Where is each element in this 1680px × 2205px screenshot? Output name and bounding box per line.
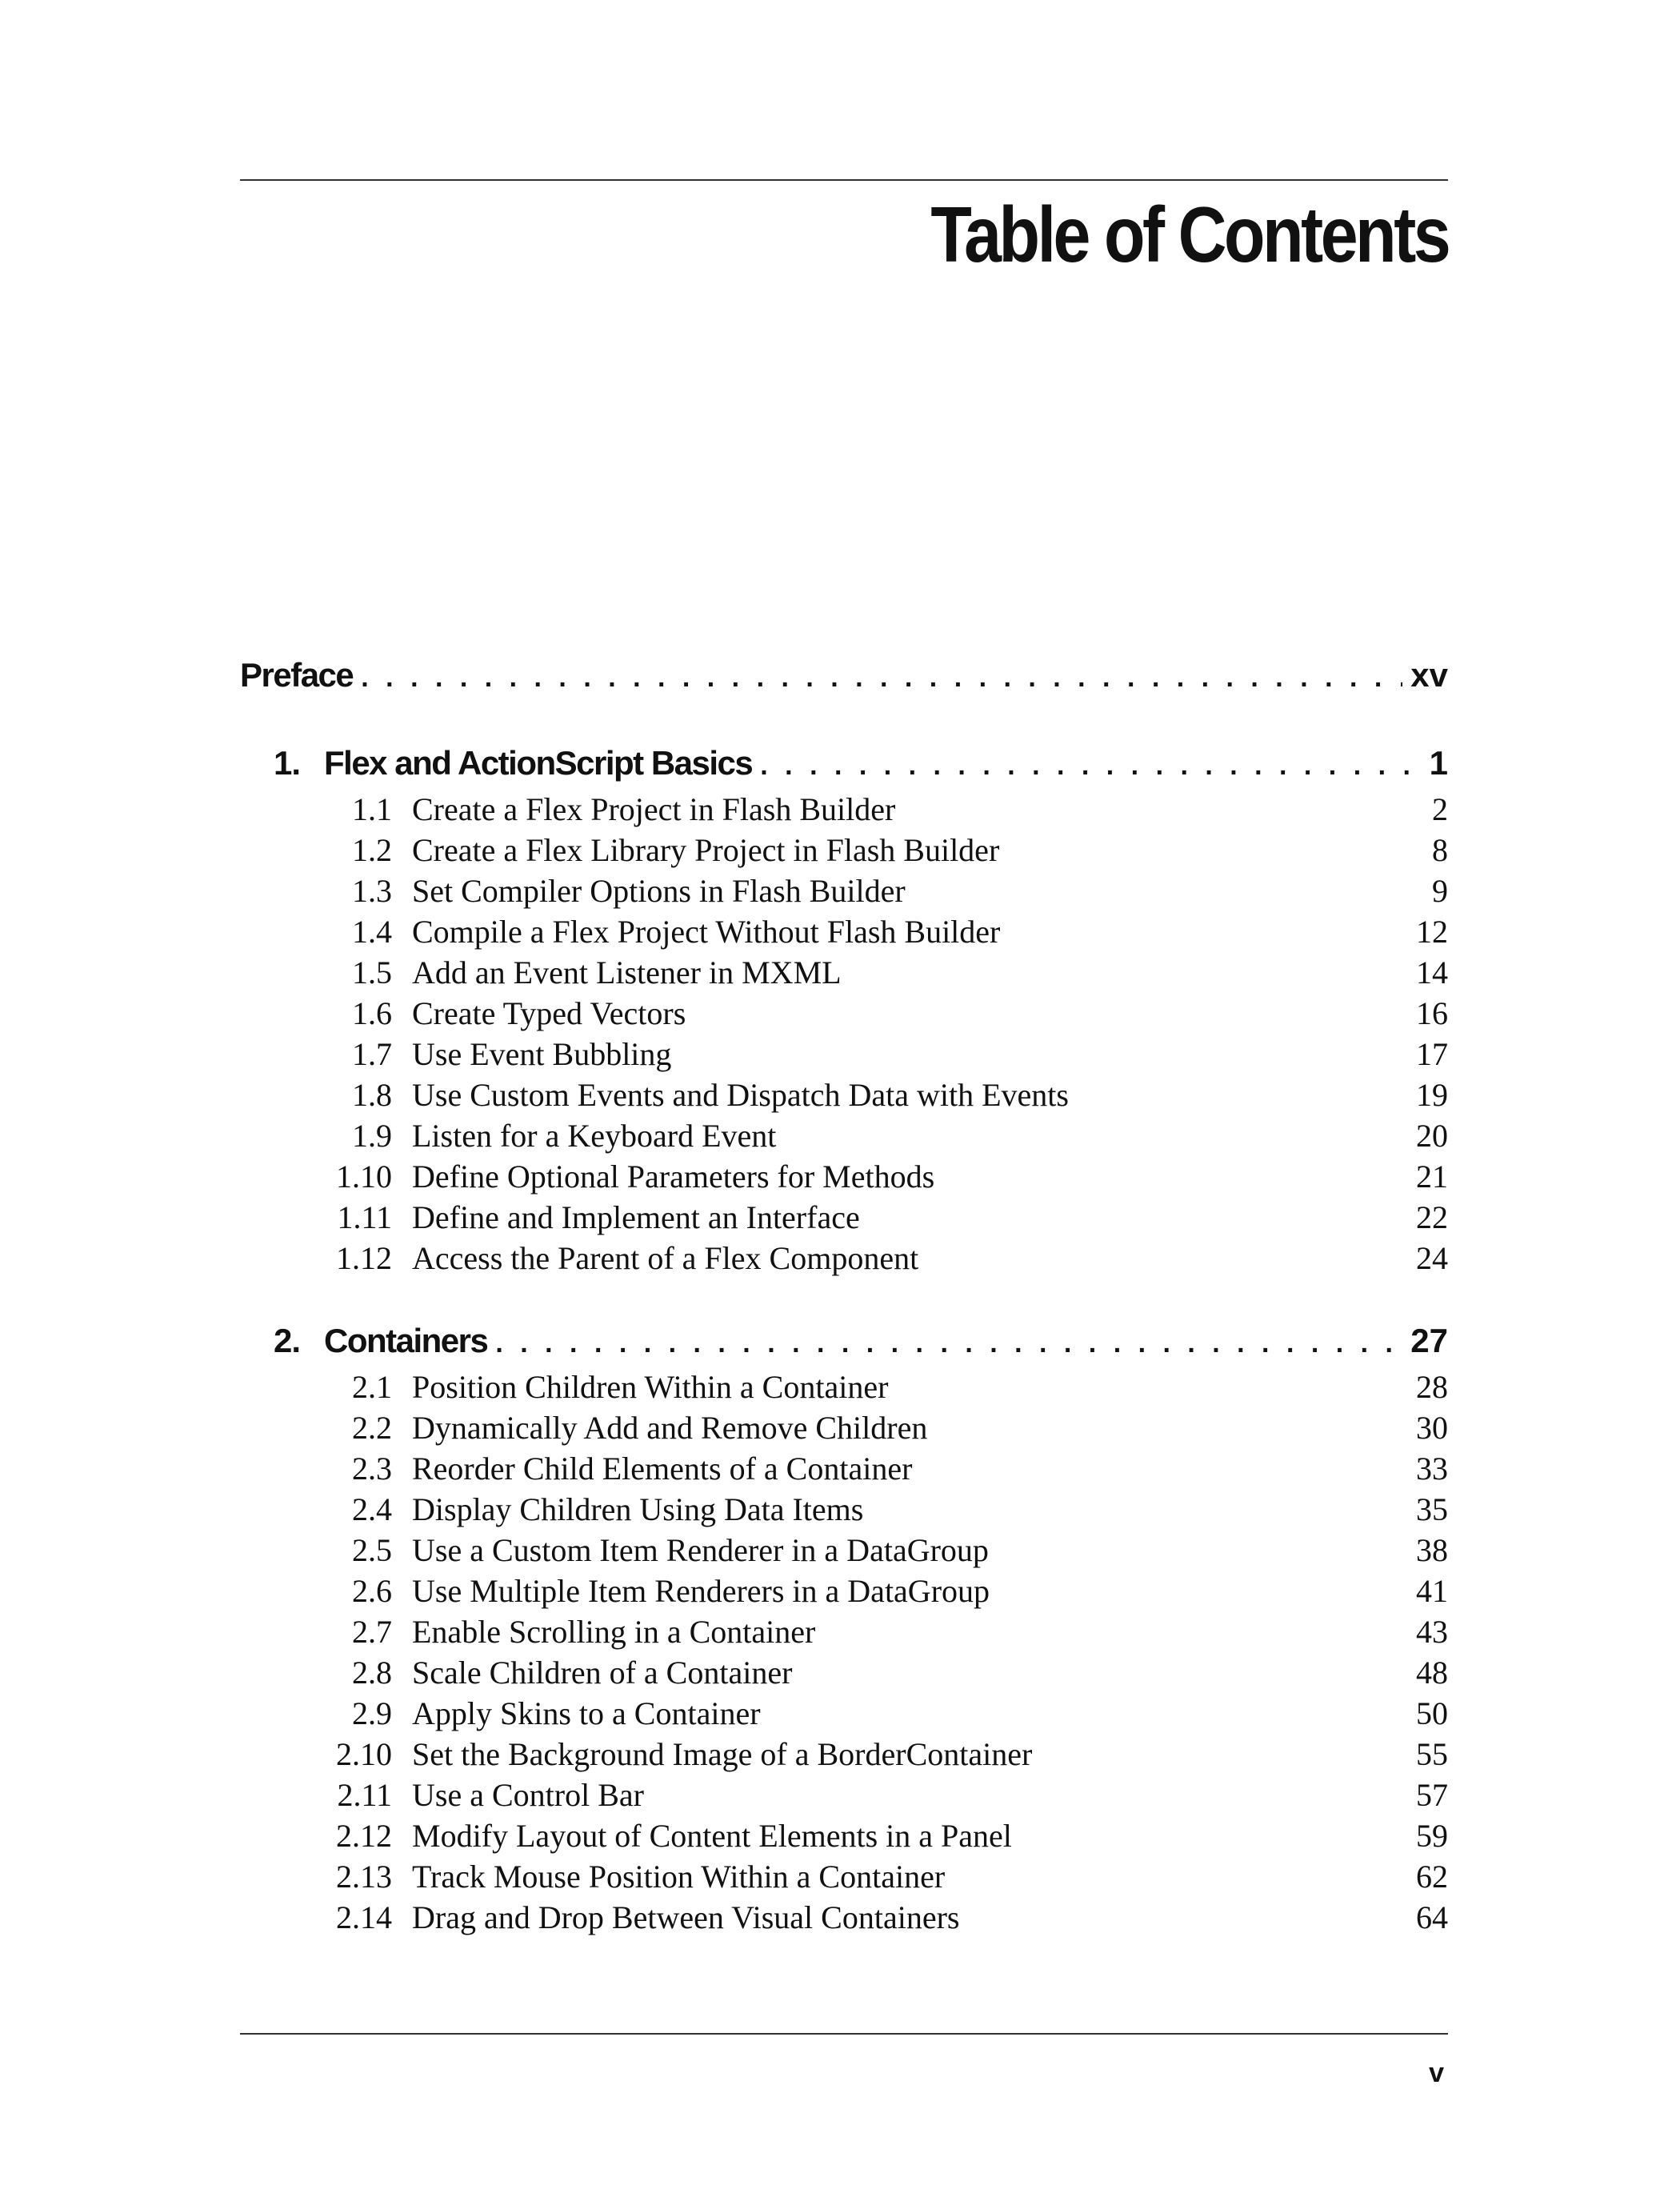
section-number: 2.4 [352, 1491, 392, 1527]
section-page: 43 [1416, 1614, 1448, 1650]
section-page: 21 [1416, 1159, 1448, 1195]
section-title: Reorder Child Elements of a Container [412, 1451, 913, 1487]
chapter-page: 27 [1410, 1322, 1448, 1359]
preface-label: Preface [240, 656, 354, 694]
section-page: 55 [1416, 1736, 1448, 1772]
section-title: Use Event Bubbling [412, 1036, 672, 1072]
toc-entry-chapter[interactable] [240, 738, 1448, 789]
section-number: 2.10 [336, 1736, 392, 1772]
section-page: 33 [1416, 1451, 1448, 1487]
section-title: Set the Background Image of a BorderContainer [412, 1736, 1033, 1772]
section-number: 2.11 [337, 1777, 392, 1813]
toc-entry-section[interactable] [240, 1734, 1448, 1775]
section-number: 1.1 [352, 791, 392, 827]
section-number: 1.5 [352, 954, 392, 990]
section-title: Create a Flex Library Project in Flash Builder [412, 832, 1000, 868]
toc-entry-section[interactable] [240, 1897, 1448, 1938]
section-title: Display Children Using Data Items [412, 1491, 864, 1527]
section-title: Scale Children of a Container [412, 1655, 793, 1691]
section-number: 2.13 [336, 1859, 392, 1895]
section-list [240, 1367, 1448, 1938]
toc-entry-section[interactable] [240, 1489, 1448, 1530]
section-page: 17 [1416, 1036, 1448, 1072]
table-of-contents [240, 650, 1448, 1938]
section-title: Set Compiler Options in Flash Builder [412, 873, 906, 909]
bottom-rule [240, 2033, 1448, 2035]
section-title: Create a Flex Project in Flash Builder [412, 791, 896, 827]
section-number: 1.3 [352, 873, 392, 909]
section-page: 9 [1432, 873, 1448, 909]
section-number: 2.7 [352, 1614, 392, 1650]
section-page: 48 [1416, 1655, 1448, 1691]
toc-entry-section[interactable] [240, 789, 1448, 830]
section-page: 62 [1416, 1859, 1448, 1895]
section-number: 2.9 [352, 1695, 392, 1731]
toc-entry-section[interactable] [240, 1448, 1448, 1489]
section-page: 28 [1416, 1369, 1448, 1405]
section-title: Position Children Within a Container [412, 1369, 889, 1405]
toc-entry-section[interactable] [240, 1367, 1448, 1407]
section-title: Access the Parent of a Flex Component [412, 1240, 919, 1276]
toc-entry-section[interactable] [240, 911, 1448, 952]
section-list [240, 789, 1448, 1279]
toc-entry-chapter[interactable] [240, 1315, 1448, 1367]
section-number: 1.9 [352, 1118, 392, 1154]
section-number: 1.10 [336, 1159, 392, 1195]
section-page: 8 [1432, 832, 1448, 868]
section-title: Compile a Flex Project Without Flash Builder [412, 914, 1001, 950]
section-page: 14 [1416, 954, 1448, 990]
toc-entry-section[interactable] [240, 870, 1448, 911]
section-page: 50 [1416, 1695, 1448, 1731]
page-number: v [1429, 2058, 1444, 2088]
preface-page: xv [1410, 656, 1448, 694]
section-page: 19 [1416, 1077, 1448, 1113]
section-title: Modify Layout of Content Elements in a Panel [412, 1818, 1012, 1854]
dot-leader [760, 740, 1421, 791]
toc-entry-section[interactable] [240, 830, 1448, 870]
section-number: 2.14 [336, 1899, 392, 1935]
chapter-number: 1. [274, 744, 301, 782]
toc-entry-section[interactable] [240, 1530, 1448, 1571]
section-title: Track Mouse Position Within a Container [412, 1859, 946, 1895]
toc-entry-section[interactable] [240, 1815, 1448, 1856]
section-page: 22 [1416, 1199, 1448, 1235]
toc-entry-section[interactable] [240, 1571, 1448, 1611]
chapter-list [240, 738, 1448, 1938]
section-number: 1.11 [337, 1199, 392, 1235]
section-title: Dynamically Add and Remove Children [412, 1410, 928, 1446]
section-title: Drag and Drop Between Visual Containers [412, 1899, 960, 1935]
chapter-number: 2. [274, 1322, 301, 1359]
chapter-block [240, 1315, 1448, 1938]
section-title: Use a Control Bar [412, 1777, 644, 1813]
toc-entry-section[interactable] [240, 1652, 1448, 1693]
chapter-title: Containers [324, 1322, 488, 1359]
section-title: Add an Event Listener in MXML [412, 954, 842, 990]
section-number: 2.12 [336, 1818, 392, 1854]
section-page: 24 [1416, 1240, 1448, 1276]
section-number: 1.6 [352, 995, 392, 1031]
section-number: 2.5 [352, 1532, 392, 1568]
section-page: 12 [1416, 914, 1448, 950]
section-title: Enable Scrolling in a Container [412, 1614, 816, 1650]
section-number: 2.3 [352, 1451, 392, 1487]
dot-leader [361, 652, 1402, 703]
toc-entry-section[interactable] [240, 993, 1448, 1034]
toc-entry-section[interactable] [240, 1115, 1448, 1156]
toc-entry-section[interactable] [240, 1775, 1448, 1815]
section-title: Define and Implement an Interface [412, 1199, 860, 1235]
section-number: 2.8 [352, 1655, 392, 1691]
section-number: 1.7 [352, 1036, 392, 1072]
section-page: 57 [1416, 1777, 1448, 1813]
section-title: Create Typed Vectors [412, 995, 686, 1031]
section-page: 38 [1416, 1532, 1448, 1568]
toc-entry-section[interactable] [240, 952, 1448, 993]
chapter-page: 1 [1429, 744, 1448, 782]
toc-entry-section[interactable] [240, 1407, 1448, 1448]
section-title: Define Optional Parameters for Methods [412, 1159, 935, 1195]
chapter-block [240, 738, 1448, 1279]
section-number: 2.2 [352, 1410, 392, 1446]
page-title: Table of Contents [930, 190, 1448, 278]
toc-entry-section[interactable] [240, 1611, 1448, 1652]
section-page: 35 [1416, 1491, 1448, 1527]
section-page: 64 [1416, 1899, 1448, 1935]
section-page: 59 [1416, 1818, 1448, 1854]
section-page: 20 [1416, 1118, 1448, 1154]
top-rule [240, 179, 1448, 181]
toc-entry-preface[interactable] [240, 650, 1448, 701]
section-page: 41 [1416, 1573, 1448, 1609]
section-number: 1.4 [352, 914, 392, 950]
section-title: Use Multiple Item Renderers in a DataGroup [412, 1573, 990, 1609]
toc-entry-section[interactable] [240, 1238, 1448, 1279]
section-number: 1.2 [352, 832, 392, 868]
toc-entry-section[interactable] [240, 1156, 1448, 1197]
section-page: 2 [1432, 791, 1448, 827]
section-number: 2.1 [352, 1369, 392, 1405]
toc-entry-section[interactable] [240, 1197, 1448, 1238]
section-title: Listen for a Keyboard Event [412, 1118, 777, 1154]
section-title: Use Custom Events and Dispatch Data with Events [412, 1077, 1069, 1113]
toc-entry-section[interactable] [240, 1856, 1448, 1897]
dot-leader [495, 1318, 1402, 1369]
section-number: 1.12 [336, 1240, 392, 1276]
toc-entry-section[interactable] [240, 1693, 1448, 1734]
section-number: 1.8 [352, 1077, 392, 1113]
section-title: Apply Skins to a Container [412, 1695, 761, 1731]
toc-entry-section[interactable] [240, 1034, 1448, 1074]
section-number: 2.6 [352, 1573, 392, 1609]
section-page: 30 [1416, 1410, 1448, 1446]
chapter-title: Flex and ActionScript Basics [324, 744, 753, 782]
section-title: Use a Custom Item Renderer in a DataGroup [412, 1532, 989, 1568]
toc-entry-section[interactable] [240, 1074, 1448, 1115]
section-page: 16 [1416, 995, 1448, 1031]
